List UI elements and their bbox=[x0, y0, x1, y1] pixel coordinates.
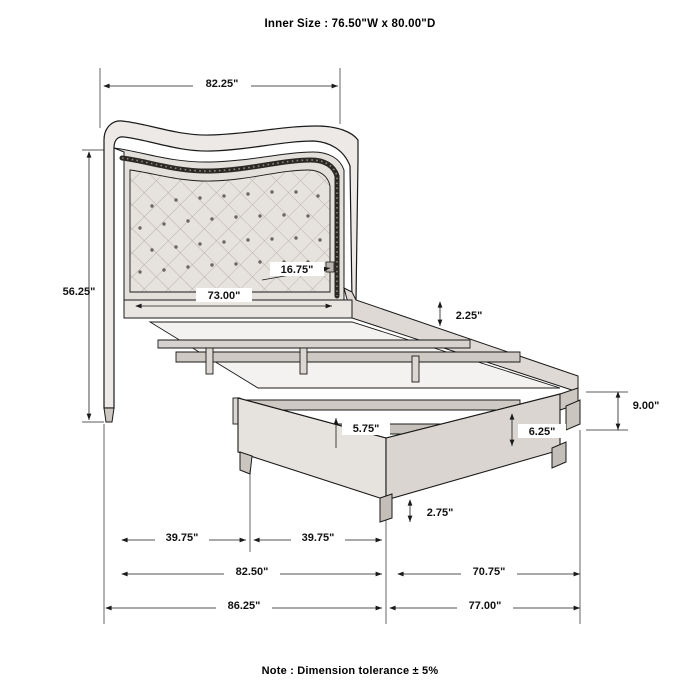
label-side-rail-height: 6.25" bbox=[528, 426, 556, 438]
label-foot-left-half: 39.75" bbox=[165, 532, 199, 544]
bed-illustration bbox=[104, 121, 580, 522]
label-foot-leg-height: 2.75" bbox=[426, 507, 454, 519]
label-rail-to-headboard: 16.75" bbox=[280, 264, 314, 276]
label-leg-height-side: 9.00" bbox=[632, 400, 660, 412]
label-top-width: 82.25" bbox=[205, 78, 239, 90]
label-overall-width: 86.25" bbox=[227, 600, 261, 612]
label-foot-right-half: 39.75" bbox=[301, 532, 335, 544]
label-overall-depth: 77.00" bbox=[468, 600, 502, 612]
label-center-support-height: 5.75" bbox=[352, 423, 380, 435]
label-depth-inner: 70.75" bbox=[472, 566, 506, 578]
page-title: Inner Size : 76.50"W x 80.00"D bbox=[264, 18, 436, 30]
tolerance-note: Note : Dimension tolerance ± 5% bbox=[261, 665, 439, 677]
label-footboard-width: 82.50" bbox=[235, 566, 269, 578]
label-headboard-inner-width: 73.00" bbox=[207, 290, 241, 302]
bed-frame bbox=[124, 262, 580, 522]
label-headboard-height: 56.25" bbox=[62, 286, 96, 298]
label-rail-thickness: 2.25" bbox=[455, 310, 483, 322]
